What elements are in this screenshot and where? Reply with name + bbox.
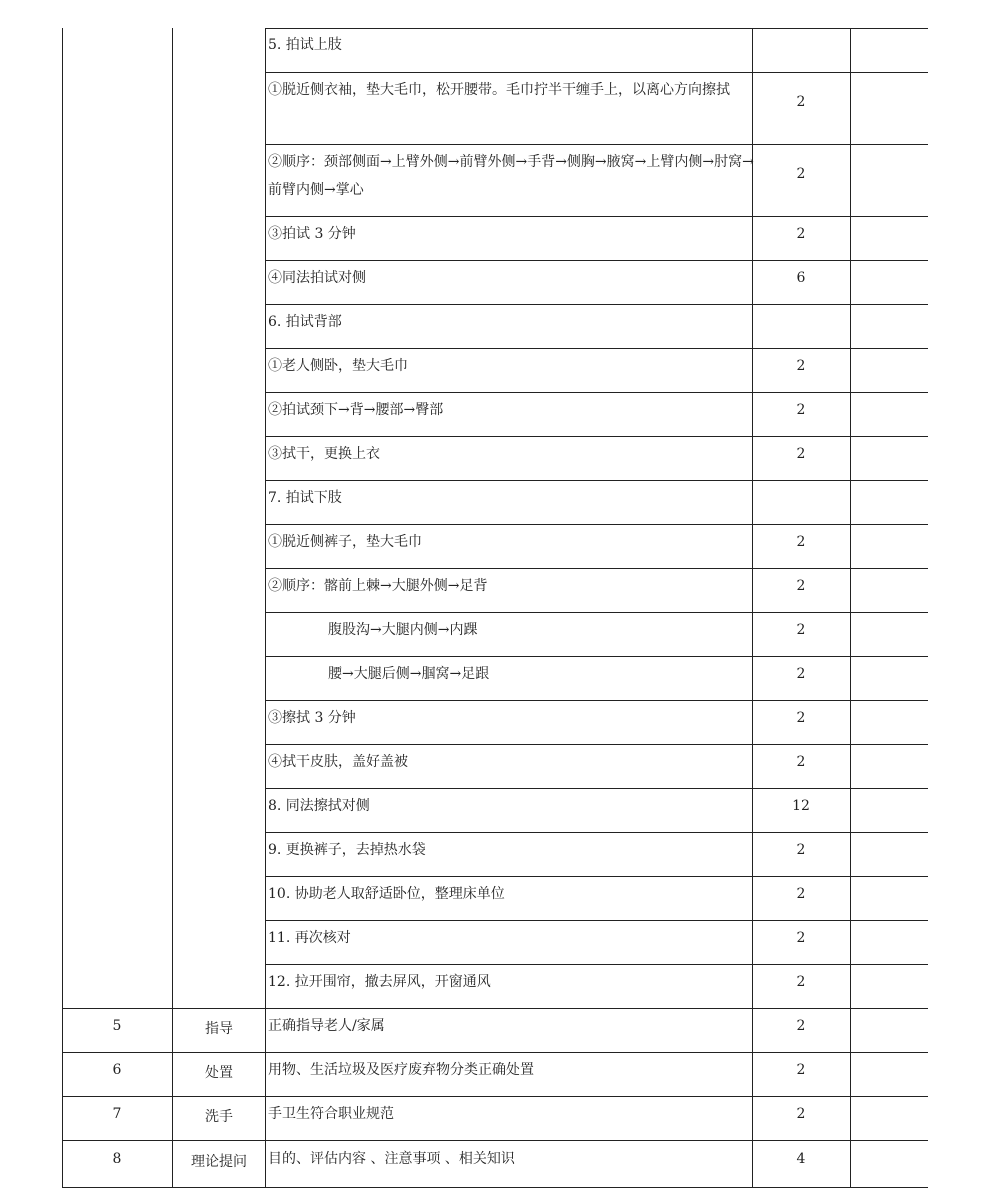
section-content: 正确指导老人/家属 bbox=[268, 1018, 385, 1034]
row-separator bbox=[265, 612, 928, 613]
section-item: 指导 bbox=[205, 1021, 233, 1037]
section-score: 2 bbox=[796, 1062, 806, 1078]
row-separator bbox=[265, 876, 928, 877]
row-separator bbox=[265, 392, 928, 393]
table-border-top bbox=[265, 28, 928, 29]
section-score: 2 bbox=[796, 1018, 806, 1034]
step-score: 2 bbox=[796, 754, 806, 770]
step-text: 腰→大腿后侧→腘窝→足跟 bbox=[328, 666, 490, 682]
step-score: 2 bbox=[796, 446, 806, 462]
step-score: 6 bbox=[796, 270, 806, 286]
step-score: 2 bbox=[796, 930, 806, 946]
step-score: 2 bbox=[796, 622, 806, 638]
row-separator bbox=[265, 348, 928, 349]
table-border-bottom bbox=[62, 1187, 928, 1188]
section-number: 7 bbox=[112, 1106, 122, 1122]
row-separator bbox=[265, 260, 928, 261]
section-number: 6 bbox=[112, 1062, 122, 1078]
step-text: 7. 拍试下肢 bbox=[268, 490, 342, 506]
step-score: 2 bbox=[796, 358, 806, 374]
step-text: ④拭干皮肤，盖好盖被 bbox=[268, 754, 408, 770]
step-text: 12. 拉开围帘，撤去屏风，开窗通风 bbox=[268, 974, 491, 990]
step-score: 12 bbox=[792, 798, 810, 814]
section-item: 处置 bbox=[205, 1065, 233, 1081]
step-score: 2 bbox=[796, 226, 806, 242]
step-text: ②顺序：颈部侧面→上臂外侧→前臂外侧→手背→侧胸→腋窝→上臂内侧→肘窝→前臂内侧→掌心 bbox=[268, 154, 754, 198]
row-separator bbox=[265, 480, 928, 481]
row-separator bbox=[265, 72, 928, 73]
step-text: 腹股沟→大腿内侧→内踝 bbox=[328, 622, 478, 638]
step-text: ②拍试颈下→背→腰部→臀部 bbox=[268, 402, 444, 418]
step-score: 2 bbox=[796, 974, 806, 990]
step-text: ①脱近侧裤子，垫大毛巾 bbox=[268, 534, 422, 550]
section-item: 理论提问 bbox=[191, 1154, 247, 1170]
step-text: ①脱近侧衣袖，垫大毛巾，松开腰带。毛巾拧半干缠手上，以离心方向擦拭 bbox=[268, 82, 730, 98]
row-separator bbox=[62, 1008, 928, 1009]
section-content: 手卫生符合职业规范 bbox=[268, 1106, 394, 1122]
step-text: 6. 拍试背部 bbox=[268, 314, 342, 330]
step-score: 2 bbox=[796, 666, 806, 682]
table-divider-deduct bbox=[850, 28, 851, 1188]
step-text: 5. 拍试上肢 bbox=[268, 37, 342, 53]
step-text: 9. 更换裤子，去掉热水袋 bbox=[268, 842, 426, 858]
step-text: 11. 再次核对 bbox=[268, 930, 351, 946]
table-border-left bbox=[62, 28, 63, 1188]
row-separator bbox=[265, 832, 928, 833]
step-score: 2 bbox=[796, 94, 806, 110]
step-text: 10. 协助老人取舒适卧位，整理床单位 bbox=[268, 886, 505, 902]
row-separator bbox=[265, 788, 928, 789]
row-separator bbox=[265, 920, 928, 921]
step-text: ①老人侧卧，垫大毛巾 bbox=[268, 358, 408, 374]
table-divider-item bbox=[265, 28, 266, 1188]
step-text: ③拍试 3 分钟 bbox=[268, 226, 356, 242]
section-number: 8 bbox=[112, 1151, 122, 1167]
row-separator bbox=[265, 304, 928, 305]
step-score: 2 bbox=[796, 402, 806, 418]
row-separator bbox=[62, 1140, 928, 1141]
section-item: 洗手 bbox=[205, 1109, 233, 1125]
step-score: 2 bbox=[796, 710, 806, 726]
step-text: ③擦拭 3 分钟 bbox=[268, 710, 356, 726]
row-separator bbox=[265, 568, 928, 569]
section-content: 目的、评估内容 、注意事项 、相关知识 bbox=[268, 1151, 515, 1167]
row-separator bbox=[265, 144, 928, 145]
row-separator bbox=[62, 1096, 928, 1097]
row-separator bbox=[265, 216, 928, 217]
row-separator bbox=[265, 744, 928, 745]
step-text: ④同法拍试对侧 bbox=[268, 270, 366, 286]
row-separator bbox=[265, 436, 928, 437]
section-score: 2 bbox=[796, 1106, 806, 1122]
row-separator bbox=[265, 656, 928, 657]
step-score: 2 bbox=[796, 534, 806, 550]
row-separator bbox=[265, 964, 928, 965]
step-text: ②顺序：髂前上棘→大腿外侧→足背 bbox=[268, 578, 488, 594]
step-score: 2 bbox=[796, 166, 806, 182]
section-content: 用物、生活垃圾及医疗废弃物分类正确处置 bbox=[268, 1062, 534, 1078]
row-separator bbox=[265, 524, 928, 525]
row-separator bbox=[62, 1052, 928, 1053]
section-number: 5 bbox=[112, 1018, 122, 1034]
step-score: 2 bbox=[796, 842, 806, 858]
step-score: 2 bbox=[796, 886, 806, 902]
step-score: 2 bbox=[796, 578, 806, 594]
section-score: 4 bbox=[796, 1151, 806, 1167]
table-divider-no bbox=[172, 28, 173, 1188]
step-text: ③拭干，更换上衣 bbox=[268, 446, 380, 462]
row-separator bbox=[265, 700, 928, 701]
step-text: 8. 同法擦拭对侧 bbox=[268, 798, 370, 814]
